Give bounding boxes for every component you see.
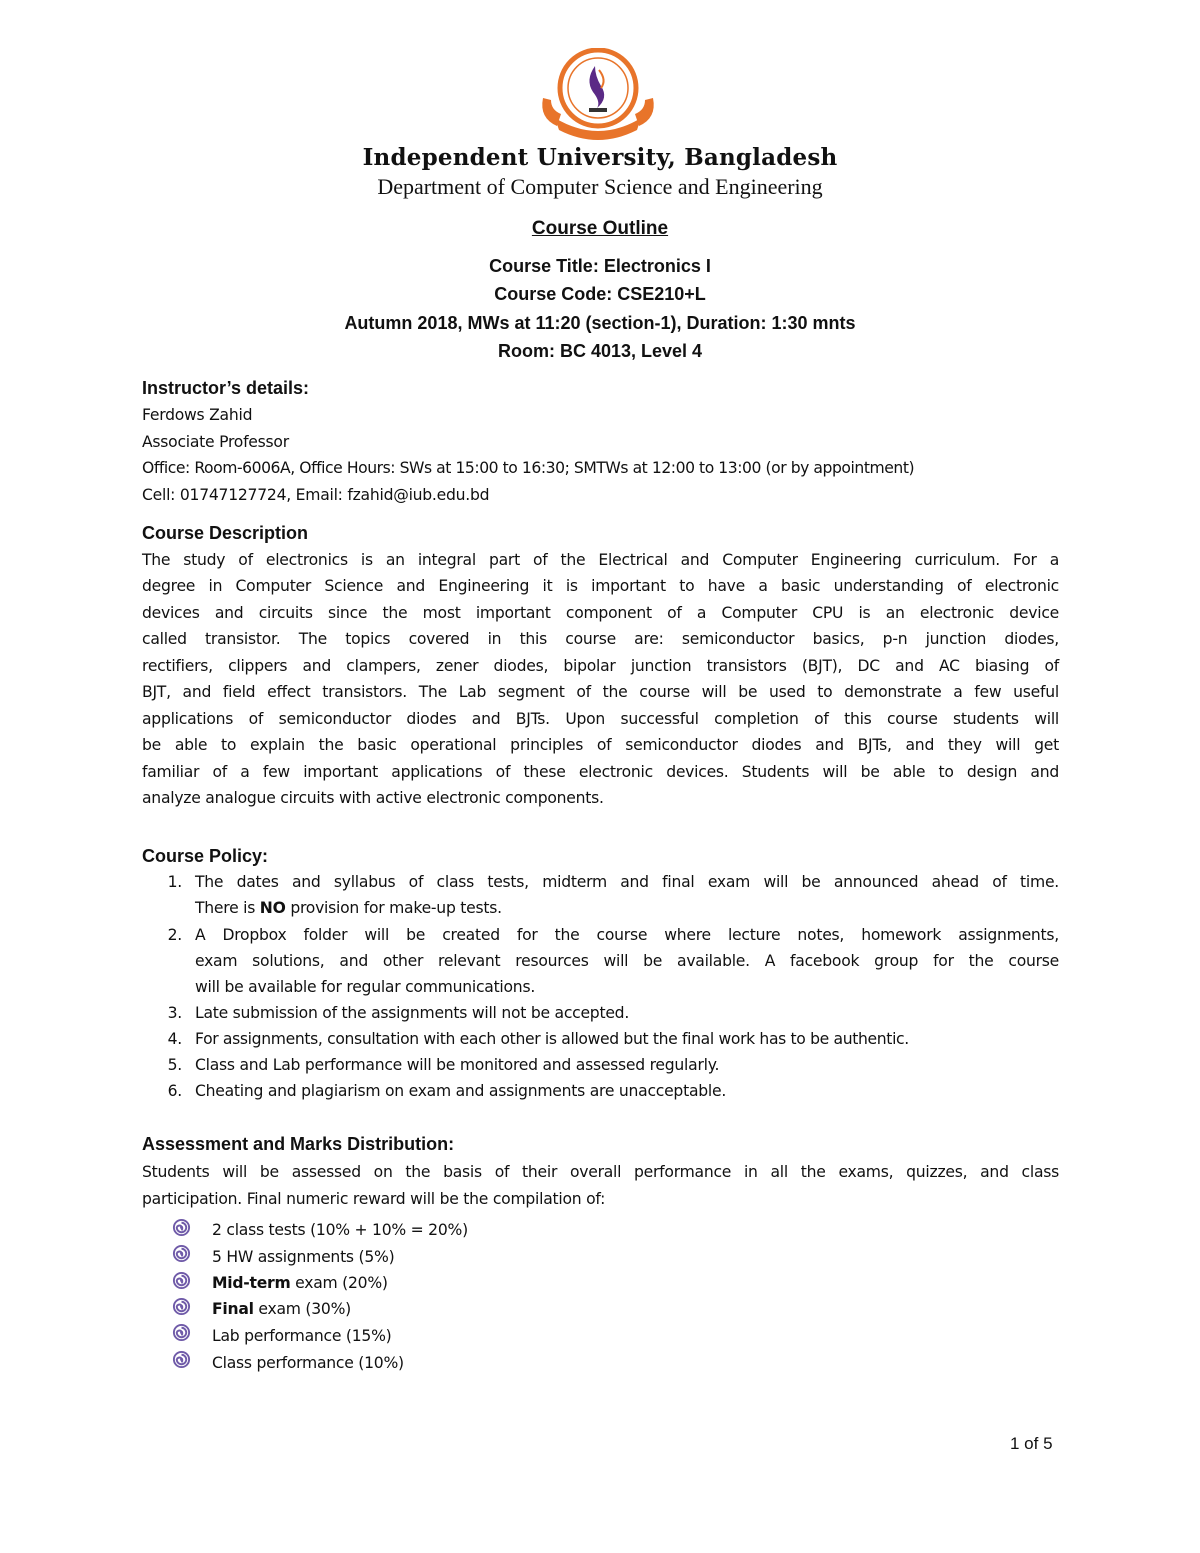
policy-item-continued: There is NO provision for make-up tests. — [195, 899, 502, 917]
policy-item: For assignments, consultation with each other is allowed but the final work has to be authentic. — [195, 1030, 909, 1048]
policy-item: A Dropbox folder will be created for the course where lecture notes, homework assignments, — [195, 926, 1059, 944]
policy-item: Cheating and plagiarism on exam and assignments are unacceptable. — [195, 1082, 727, 1100]
instructor-contact: Cell: 01747127724, Email: fzahid@iub.edu.bd — [142, 486, 490, 504]
policy-number: 3. — [167, 1004, 182, 1022]
assessment-intro-line: Students will be assessed on the basis of their overall performance in all the exams, quizzes, and class — [142, 1163, 1059, 1181]
policy-item: Class and Lab performance will be monitored and assessed regularly. — [195, 1056, 720, 1074]
instructor-position: Associate Professor — [142, 433, 289, 451]
spiral-bullet-icon — [172, 1350, 191, 1369]
policy-item: The dates and syllabus of class tests, midterm and final exam will be announced ahead of time. — [195, 873, 1059, 891]
description-heading: Course Description — [142, 523, 309, 543]
emphasis-no: NO — [259, 899, 286, 917]
instructor-office: Office: Room-6006A, Office Hours: SWs at 15:00 to 16:30; SMTWs at 12:00 to 13:00 (or by appointment) — [142, 459, 915, 477]
university-seal-icon — [537, 48, 659, 140]
policy-item-continued: exam solutions, and other relevant resources will be available. A facebook group for the course — [195, 952, 1059, 970]
spiral-bullet-icon — [172, 1218, 191, 1237]
description-line: degree in Computer Science and Engineering it is important to have a basic understanding of electronic — [142, 577, 1059, 595]
policy-number: 6. — [167, 1082, 182, 1100]
instructor-heading: Instructor’s details: — [142, 378, 310, 398]
description-line: analyze analogue circuits with active electronic components. — [142, 789, 604, 807]
spiral-bullet-icon — [172, 1297, 191, 1316]
course-room: Room: BC 4013, Level 4 — [497, 341, 703, 361]
course-code: Course Code: CSE210+L — [494, 284, 706, 304]
policy-number: 1. — [167, 873, 182, 891]
assessment-intro-line: participation. Final numeric reward will be the compilation of: — [142, 1190, 606, 1208]
description-line: be able to explain the basic operational principles of semiconductor diodes and BJTs, and they will get — [142, 736, 1059, 754]
description-line: familiar of a few important applications of these electronic devices. Students will be able to design and — [142, 763, 1059, 781]
policy-number: 2. — [167, 926, 182, 944]
course-schedule: Autumn 2018, MWs at 11:20 (section-1), Duration: 1:30 mnts — [344, 313, 856, 333]
spiral-bullet-icon — [172, 1323, 191, 1342]
document-page: Independent University, Bangladesh Department of Computer Science and Engineering Course Outline Course Title: Electronics I Course Code: CSE210+L Autumn 2018, MWs at 11:20 (section-1), Duration: 1:30 mnts Room: BC 4013, Level 4 Instructor’s details: Ferdows Zahid Associate Professor Office: Room-6006A, Office Hours: SWs at 15:00 to 16:30; SMTWs at 12:00 to 13:00 (or by appointment) Cell: 01747127724, Email: fzahid@iub.edu.bd Course Description The study of electronics is an integral part of the Electrical and Computer Engineering curriculum. For a degree in Computer Science and Engineering it is important to have a basic understanding of electronic devices and circuits since the most important component of a Computer CPU is an electronic device called transistor. The topics covered in this course are: semiconductor basics, p-n junction diodes, rectifiers, clippers and clampers, zener diodes, bipolar junction transistors (BJT), DC and AC biasing of BJT, and field effect transistors. The Lab segment of the course will be used to demonstrate a few useful applications of semiconductor diodes and BJTs. Upon successful completion of this course students will be able to explain the basic operational principles of semiconductor diodes and BJTs, and they will get familiar of a few important applications of these electronic devices. Students will be able to design and analyze analogue circuits with active electronic components. Course Policy: 1. The dates and syllabus of class tests, midterm and final exam will be announced ahead of time. There is NO provision for make-up tests. 2. A Dropbox folder will be created for the course where lecture notes, homework assignments, exam solutions, and other relevant resources will be available. A facebook group for the course will be available for regular communications. 3. Late submission of the assignments will not be accepted. 4. For assignments, consultation with each other is allowed but the final work has to be authentic. 5. Class and Lab performance will be monitored and assessed regularly. 6. Cheating and plagiarism on exam and assignments are unacceptable. Assessment and Marks Distribution: Students will be assessed on the basis of their overall performance in all the exams, quizzes, and class participation. Final numeric reward will be the compilation of: 2 class tests (10% + 10% = 20%) 5 HW assignments (5%) Mid-term exam (20%) Final exam (30%) Lab performance (15%) Class performance (10%) 1 of 5 — [0, 0, 1200, 1553]
policy-number: 4. — [167, 1030, 182, 1048]
assessment-heading: Assessment and Marks Distribution: — [142, 1134, 455, 1154]
page-number: 1 of 5 — [1010, 1434, 1053, 1453]
document-title: Course Outline — [531, 218, 669, 239]
spiral-bullet-icon — [172, 1271, 191, 1290]
description-line: BJT, and field effect transistors. The Lab segment of the course will be used to demonstrate a few useful — [142, 683, 1059, 701]
course-title: Course Title: Electronics I — [489, 256, 711, 276]
description-line: rectifiers, clippers and clampers, zener diodes, bipolar junction transistors (BJT), DC and AC biasing of — [142, 657, 1059, 675]
description-line: applications of semiconductor diodes and BJTs. Upon successful completion of this course students will — [142, 710, 1059, 728]
spiral-bullet-icon — [172, 1244, 191, 1263]
policy-item-continued: will be available for regular communications. — [195, 978, 536, 996]
policy-heading: Course Policy: — [142, 846, 269, 866]
department-name: Department of Computer Science and Engineering — [377, 174, 823, 199]
description-line: called transistor. The topics covered in this course are: semiconductor basics, p-n junction diodes, — [142, 630, 1059, 648]
university-name: Independent University, Bangladesh — [362, 144, 838, 171]
policy-item: Late submission of the assignments will not be accepted. — [195, 1004, 630, 1022]
description-line: The study of electronics is an integral part of the Electrical and Computer Engineering curriculum. For a — [142, 551, 1059, 569]
policy-number: 5. — [167, 1056, 182, 1074]
instructor-name: Ferdows Zahid — [142, 406, 253, 424]
description-line: devices and circuits since the most important component of a Computer CPU is an electronic device — [142, 604, 1059, 622]
